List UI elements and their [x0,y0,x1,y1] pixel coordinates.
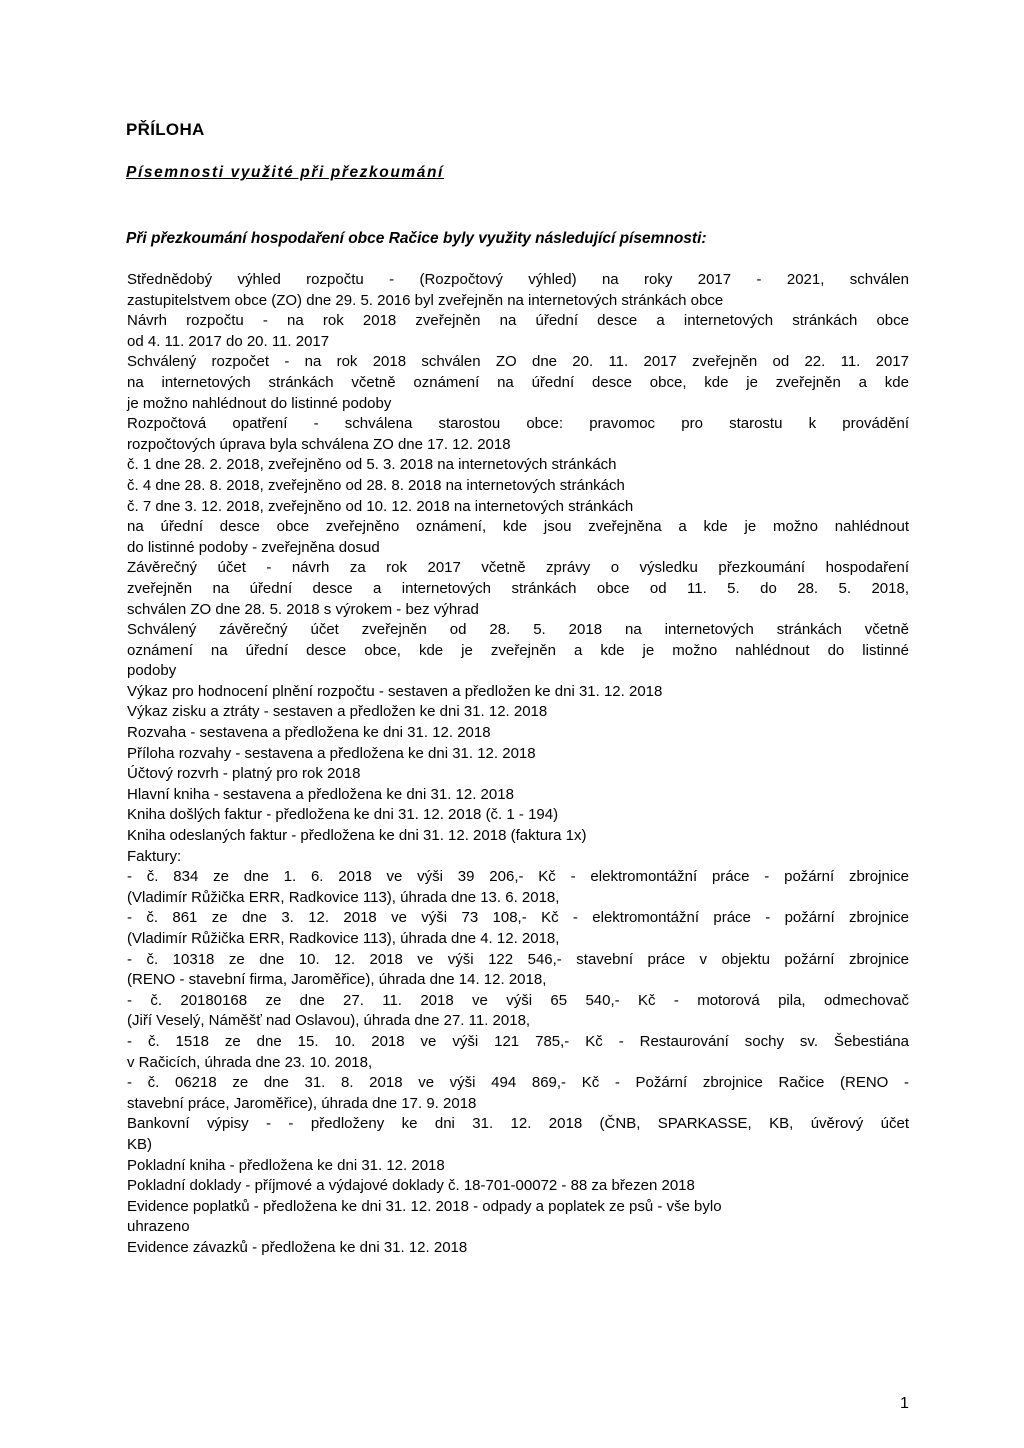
document-line: schválen ZO dne 28. 5. 2018 s výrokem - bez výhrad [127,600,479,618]
document-line: na úřední desce obce zveřejněno oznámení, kde jsou zveřejněna a kde je možno nahlédnout [127,518,909,536]
document-line: - č. 20180168 ze dne 27. 11. 2018 ve výši 65 540,- Kč - motorová pila, odmechovač [127,991,909,1009]
document-line: Schválený závěrečný účet zveřejněn od 28. 5. 2018 na internetových stránkách včetně [127,621,909,639]
document-line: Kniha odeslaných faktur - předložena ke dni 31. 12. 2018 (faktura 1x) [127,827,587,845]
document-line: Rozpočtová opatření - schválena starostou obce: pravomoc pro starostu k provádění [127,415,909,433]
document-line: KB) [127,1135,153,1153]
document-line: stavební práce, Jaroměřice), úhrada dne 17. 9. 2018 [127,1094,477,1112]
document-line: zastupitelstvem obce (ZO) dne 29. 5. 2016 byl zveřejněn na internetových stránkách obce [127,291,724,309]
document-line: na internetových stránkách včetně oznámení na úřední desce obce, kde je zveřejněn a kde [127,373,909,391]
document-line: oznámení na úřední desce obce, kde je zveřejněn a kde je možno nahlédnout do listinné [127,641,909,659]
document-line: Evidence poplatků - předložena ke dni 31. 12. 2018 - odpady a poplatek ze psů - vše bylo [127,1197,722,1215]
document-line: - č. 06218 ze dne 31. 8. 2018 ve výši 494 869,- Kč - Požární zbrojnice Račice (RENO - [127,1074,909,1092]
document-line: - č. 861 ze dne 3. 12. 2018 ve výši 73 108,- Kč - elektromontážní práce - požární zbrojnice [127,909,909,927]
document-line: uhrazeno [127,1218,190,1236]
document-line: Evidence závazků - předložena ke dni 31. 12. 2018 [127,1238,468,1256]
document-line: zveřejněn na úřední desce a internetových stránkách obce od 11. 5. do 28. 5. 2018, [127,579,909,597]
document-line: (RENO - stavební firma, Jaroměřice), úhrada dne 14. 12. 2018, [127,971,547,989]
document-line: (Vladimír Růžička ERR, Radkovice 113), úhrada dne 4. 12. 2018, [127,930,560,947]
document-line: Návrh rozpočtu - na rok 2018 zveřejněn na úřední desce a internetových stránkách obce [127,312,909,330]
page-number: 1 [900,1395,909,1412]
document-subtitle: Písemnosti využité při přezkoumání [126,164,444,181]
document-line: Závěrečný účet - návrh za rok 2017 včetně zprávy o výsledku přezkoumání hospodaření [127,559,909,577]
document-line: Hlavní kniha - sestavena a předložena ke dni 31. 12. 2018 [127,785,514,803]
document-line: Účtový rozvrh - platný pro rok 2018 [127,765,361,783]
document-list [127,270,909,1259]
document-line: Střednědobý výhled rozpočtu - (Rozpočtový výhled) na roky 2017 - 2021, schválen [127,271,909,288]
document-line: Pokladní doklady - příjmové a výdajové doklady č. 18-701-00072 - 88 za březen 2018 [127,1177,695,1195]
document-line: Bankovní výpisy - - předloženy ke dni 31. 12. 2018 (ČNB, SPARKASSE, KB, úvěrový účet [127,1115,909,1133]
document-line: Schválený rozpočet - na rok 2018 schválen ZO dne 20. 11. 2017 zveřejněn od 22. 11. 2017 [127,353,909,371]
document-line: Výkaz zisku a ztráty - sestaven a předložen ke dni 31. 12. 2018 [127,703,548,721]
document-line: podoby [127,662,177,680]
document-line: č. 1 dne 28. 2. 2018, zveřejněno od 5. 3. 2018 na internetových stránkách [127,456,617,474]
document-line: rozpočtových úprava byla schválena ZO dne 17. 12. 2018 [127,435,511,453]
document-line: Faktury: [127,847,182,865]
document-heading: PŘÍLOHA [126,120,205,139]
document-line: č. 4 dne 28. 8. 2018, zveřejněno od 28. 8. 2018 na internetových stránkách [127,476,625,494]
document-line: - č. 10318 ze dne 10. 12. 2018 ve výši 122 546,- stavební práce v objektu požární zbrojnice [127,950,909,968]
intro-paragraph: Při přezkoumání hospodaření obce Račice byly využity následující písemnosti: [126,230,707,247]
document-line: od 4. 11. 2017 do 20. 11. 2017 [127,332,330,350]
document-line: č. 7 dne 3. 12. 2018, zveřejněno od 10. 12. 2018 na internetových stránkách [127,497,634,515]
document-line: (Vladimír Růžička ERR, Radkovice 113), úhrada dne 13. 6. 2018, [127,888,560,906]
document-line: v Račicích, úhrada dne 23. 10. 2018, [127,1053,373,1071]
document-line: Příloha rozvahy - sestavena a předložena ke dni 31. 12. 2018 [127,744,536,762]
document-line: - č. 834 ze dne 1. 6. 2018 ve výši 39 206,- Kč - elektromontážní práce - požární zbrojnice [127,868,909,886]
document-line: (Jiří Veselý, Náměšť nad Oslavou), úhrada dne 27. 11. 2018, [127,1012,531,1030]
document-line: Rozvaha - sestavena a předložena ke dni 31. 12. 2018 [127,724,491,742]
document-line: Kniha došlých faktur - předložena ke dni 31. 12. 2018 (č. 1 - 194) [127,806,559,824]
document-line: Pokladní kniha - předložena ke dni 31. 12. 2018 [127,1156,445,1174]
document-line: Výkaz pro hodnocení plnění rozpočtu - sestaven a předložen ke dni 31. 12. 2018 [127,682,663,700]
document-line: do listinné podoby - zveřejněna dosud [127,538,380,556]
document-line: je možno nahlédnout do listinné podoby [127,394,392,412]
document-line: - č. 1518 ze dne 15. 10. 2018 ve výši 121 785,- Kč - Restaurování sochy sv. Šebestiána [127,1032,909,1050]
